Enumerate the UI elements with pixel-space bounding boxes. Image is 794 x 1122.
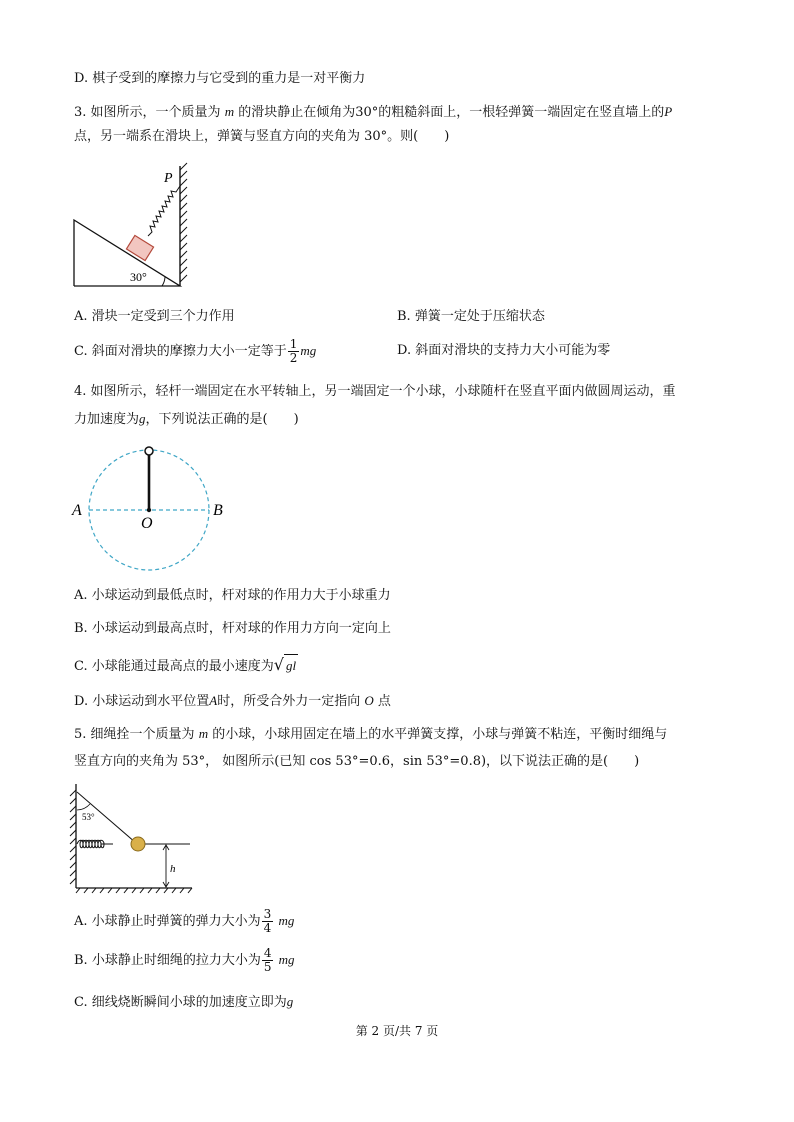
fraction-four-fifths: $\frac{4}{5}$ <box>263 946 272 974</box>
ball <box>131 837 145 851</box>
q3-option-a: A. 滑块一定受到三个力作用 <box>74 309 235 324</box>
q5-spring-figure <box>68 780 198 896</box>
point-o-label: O <box>141 515 153 532</box>
q4-circle-figure <box>68 440 238 580</box>
q4-option-a: A. 小球运动到最低点时，杆对球的作用力大于小球重力 <box>74 588 391 603</box>
floor-hatching <box>76 888 192 893</box>
wall-hatching <box>180 163 187 282</box>
q4-stem-line1: 4. 如图所示，轻杆一端固定在水平转轴上，另一端固定一个小球，小球随杆在竖直平面内做圆周运动，重 <box>74 384 676 399</box>
q4-option-b: B. 小球运动到最高点时，杆对球的作用力方向一定向上 <box>74 621 391 636</box>
q5-stem-line1: 5. 细绳拴一个质量为 m 的小球，小球用固定在墙上的水平弹簧支撑，小球与弹簧不粘连，平衡时细绳与 <box>74 726 668 742</box>
height-label: h <box>170 863 176 875</box>
wall-hatching <box>70 790 76 884</box>
point-a-label: A <box>72 502 82 519</box>
ball <box>145 447 153 455</box>
spring <box>148 186 180 236</box>
spring <box>77 840 113 848</box>
page-footer: 第 2 页/共 7 页 <box>355 1024 439 1038</box>
fraction-half: $\frac{1}{2}$ <box>289 337 298 365</box>
incline <box>74 220 180 286</box>
q3-option-d: D. 斜面对滑块的支持力大小可能为零 <box>397 343 611 358</box>
q3-option-b: B. 弹簧一定处于压缩状态 <box>397 309 545 324</box>
angle-label: 30° <box>130 270 147 284</box>
q5-option-c: C. 细线烧断瞬间小球的加速度立即为g <box>74 994 294 1010</box>
q4-option-c: C. 小球能通过最高点的最小速度为√ gl <box>74 654 298 678</box>
angle-arc <box>77 804 90 810</box>
q3-incline-figure <box>68 158 198 292</box>
q4-stem-line2: 力加速度为g，下列说法正确的是( ) <box>74 411 299 427</box>
point-p-label: P <box>164 171 173 186</box>
q5-option-a: A. 小球静止时弹簧的弹力大小为 $\frac{3}{4}$ mg <box>74 907 295 935</box>
angle-label: 53° <box>82 812 95 822</box>
angle-arc <box>162 277 165 286</box>
q3-stem-line2: 点，另一端系在滑块上，弹簧与竖直方向的夹角为 30°。则( ) <box>74 129 450 144</box>
fraction-three-quarters: $\frac{3}{4}$ <box>263 907 272 935</box>
q4-option-d: D. 小球运动到水平位置A时，所受合外力一定指向 O 点 <box>74 693 391 709</box>
q5-option-b: B. 小球静止时细绳的拉力大小为 $\frac{4}{5}$ mg <box>74 946 295 974</box>
point-b-label: B <box>213 502 223 519</box>
q2-option-d: D. 棋子受到的摩擦力与它受到的重力是一对平衡力 <box>74 71 366 86</box>
q3-option-c: C. 斜面对滑块的摩擦力大小一定等于 $\frac{1}{2}$ mg <box>74 337 317 365</box>
slider-block <box>126 235 153 260</box>
q5-stem-line2: 竖直方向的夹角为 53°， 如图所示(已知 cos 53°=0.6，sin 53°=0.8)，以下说法正确的是( ) <box>74 754 640 769</box>
q3-stem-line1: 3. 如图所示，一个质量为 m 的滑块静止在倾角为30°的粗糙斜面上，一根轻弹簧一端固定在竖直墙上的P <box>74 104 673 120</box>
pivot-point <box>147 508 151 512</box>
